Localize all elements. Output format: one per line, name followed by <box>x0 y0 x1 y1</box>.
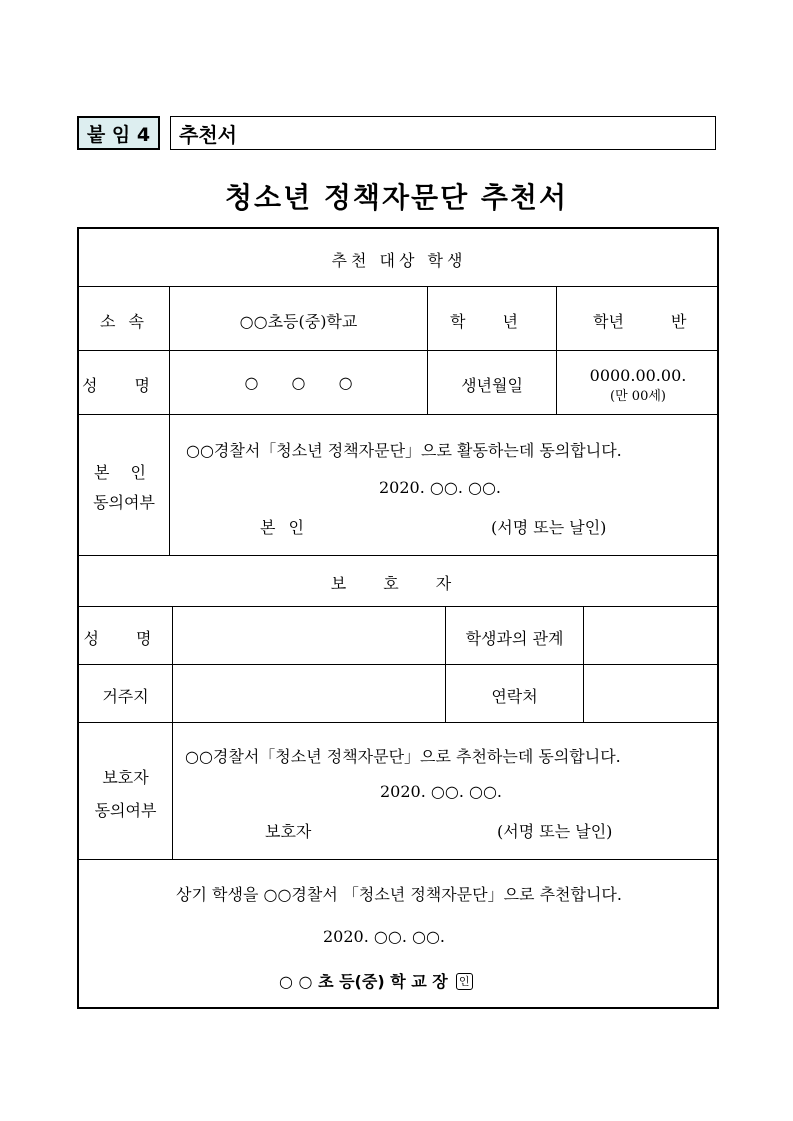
guardian-consent-date: 2020. ○○. ○○. <box>380 782 502 801</box>
student-sign-note: (서명 또는 날인) <box>491 518 607 537</box>
seal-mark: 인 <box>456 973 473 990</box>
attachment-title: 추천서 <box>170 116 716 150</box>
recommendation-date: 2020. ○○. ○○. <box>323 927 445 946</box>
student-section-heading: 추천 대상 학생 <box>331 251 467 270</box>
recommendation-form <box>77 227 719 1009</box>
affiliation-label: 소 속 <box>100 312 148 331</box>
row-divider <box>79 664 719 665</box>
grade-label: 학 년 <box>450 312 534 331</box>
row-divider <box>79 414 719 415</box>
student-consent-date: 2020. ○○. ○○. <box>379 478 501 497</box>
birthdate-label: 생년월일 <box>461 376 523 395</box>
row-divider <box>79 859 719 860</box>
affiliation-value: ○○초등(중)학교 <box>239 312 358 331</box>
guardian-name-label: 성 명 <box>83 629 168 648</box>
student-name-value: ○ ○ ○ <box>244 373 353 392</box>
row-divider <box>79 722 719 723</box>
row-divider <box>79 555 719 556</box>
guardian-section-heading: 보 호 자 <box>330 574 468 593</box>
address-label: 거주지 <box>102 687 149 706</box>
contact-label: 연락처 <box>491 687 538 706</box>
recommendation-text: 상기 학생을 ○○경찰서 「청소년 정책자문단」으로 추천합니다. <box>176 885 622 904</box>
row-divider <box>79 286 719 287</box>
class-value: 반 <box>671 312 687 331</box>
grade-value: 학년 <box>593 312 624 331</box>
age-value: (만 00세) <box>610 389 666 404</box>
birthdate-value: 0000.00.00. <box>589 366 687 385</box>
guardian-signer-label: 보호자 <box>265 822 312 841</box>
student-consent-text: ○○경찰서「청소년 정책자문단」으로 활동하는데 동의합니다. <box>186 441 622 460</box>
principal-signature-line <box>279 969 473 992</box>
guardian-consent-label: 보호자 <box>102 768 149 787</box>
row-divider <box>79 350 719 351</box>
student-consent-label-2: 동의여부 <box>93 493 155 512</box>
row-divider <box>79 606 719 607</box>
column-divider <box>583 606 584 722</box>
column-divider <box>172 606 173 859</box>
guardian-consent-label-2: 동의여부 <box>94 801 157 820</box>
student-signer-label: 본 인 <box>260 518 308 537</box>
student-consent-label: 본 인 <box>94 463 154 482</box>
document-title: 청소년 정책자문단 추천서 <box>224 181 569 214</box>
guardian-sign-note: (서명 또는 날인) <box>497 822 613 841</box>
guardian-consent-text: ○○경찰서「청소년 정책자문단」으로 추천하는데 동의합니다. <box>185 747 621 766</box>
attachment-number-label: 붙 임 4 <box>77 116 160 150</box>
relation-label: 학생과의 관계 <box>465 629 564 648</box>
student-name-label: 성 명 <box>82 376 166 395</box>
principal-title: ○ ○ 초 등(중) 학 교 장 <box>279 972 448 991</box>
